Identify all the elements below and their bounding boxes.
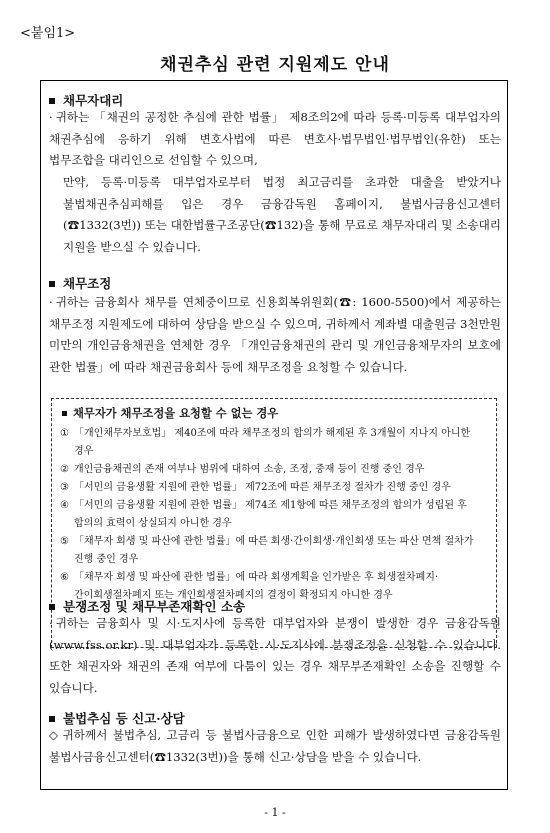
paragraph: ◇ 귀하께서 불법추심, 고금리 등 불법사금융으로 인한 피해가 발생하였다면 금융감독원 불법사금융신고센터(☎1332(3번))을 통해 신고·상담을 받을 수 있습니다. bbox=[49, 728, 501, 764]
paragraph: · 귀하는 금융회사 채무를 연체중이므로 신용회복위원회(☎: 1600-5500)에서 제공하는 채무조정 지원제도에 대하여 상담을 받으실 수 있으며, 귀하께서 계좌별 대출원금 3천만원 미만의 개인금융채권을 연체한 경우 「개인금융채권의 관리 및 개인금융채무자의 보호에 관한 법률」에 따라 채권금융회사 등에 채무조정을 요청할 수 있습니다. bbox=[49, 295, 501, 374]
section-heading-debt-adjustment: 채무조정 bbox=[49, 274, 111, 292]
paragraph: · 귀하는 금융회사 및 시·도지사에 등록한 대부업자와 분쟁이 발생한 경우 금융감독원(www.fss.or.kr) 및 대부업자가 등록한 시·도지사에 분쟁조정을 신청할 수 있습니다. 또한 채권자와 채권의 존재 여부에 다툼이 있는 경우 채무부존재확인 소송을 진행할 수 있습니다. bbox=[49, 616, 501, 695]
list-item: ① 「개인채무자보호법」 제40조에 따라 채무조정의 합의가 해제된 후 3개월이 지나지 아니한 경우 bbox=[60, 428, 471, 457]
square-bullet-icon bbox=[49, 604, 55, 610]
section-heading-dispute-mediation: 분쟁조정 및 채무부존재확인 소송 bbox=[49, 597, 245, 615]
page-title: 채권추심 관련 지원제도 안내 bbox=[160, 55, 390, 75]
square-bullet-icon bbox=[49, 716, 55, 722]
ineligible-cases-list bbox=[60, 425, 488, 605]
square-bullet-icon bbox=[49, 98, 55, 104]
square-bullet-icon bbox=[62, 411, 67, 416]
list-item: ④ 「서민의 금융생활 지원에 관한 법률」 제74조 제1항에 따른 채무조정의 합의가 성립된 후 합의의 효력이 상실되지 아니한 경우 bbox=[60, 500, 467, 529]
square-bullet-icon bbox=[49, 281, 55, 287]
paragraph: · 귀하는 「채권의 공정한 추심에 관한 법률」 제8조의2에 따라 등록·미등록 대부업자의 채권추심에 응하기 위해 변호사법에 따른 변호사·법무법인·법무법인(유한) 또는 법무조합을 대리인으로 선임할 수 있으며, bbox=[49, 110, 501, 167]
list-item: ⑥ 「채무자 회생 및 파산에 관한 법률」에 따라 회생계획을 인가받은 후 회생절차폐지·간이회생절차폐지 또는 개인회생절차폐지의 결정이 확정되지 아니한 경우 bbox=[60, 572, 439, 601]
section-heading-illegal-collection-report: 불법추심 등 신고·상담 bbox=[49, 709, 185, 727]
attachment-label: <붙임1> bbox=[20, 26, 76, 41]
list-item: ② 개인금융채권의 존재 여부나 범위에 대하여 소송, 조정, 중재 등이 진행 중인 경우 bbox=[60, 464, 425, 475]
notice-box bbox=[40, 80, 508, 790]
paragraph: 만약, 등록·미등록 대부업자로부터 법정 최고금리를 초과한 대출을 받았거나 불법채권추심피해를 입은 경우 금융감독원 홈페이지, 불법사금융신고센터(☎1332(3번)) 또는 대한법률구조공단(☎132)을 통해 무료로 채무자대리 및 소송대리 지원을 받으실 수 있습니다. bbox=[63, 175, 501, 254]
section-heading-debtor-agent: 채무자대리 bbox=[49, 91, 123, 109]
ineligible-cases-heading: 채무자가 채무조정을 요청할 수 없는 경우 bbox=[62, 405, 488, 421]
list-item: ⑤ 「채무자 회생 및 파산에 관한 법률」에 따른 회생·간이회생·개인회생 또는 파산 면책 절차가 진행 중인 경우 bbox=[60, 536, 474, 565]
page-number: - 1 - bbox=[264, 806, 286, 819]
list-item: ③ 「서민의 금융생활 지원에 관한 법률」 제72조에 따른 채무조정 절차가 진행 중인 경우 bbox=[60, 482, 451, 493]
